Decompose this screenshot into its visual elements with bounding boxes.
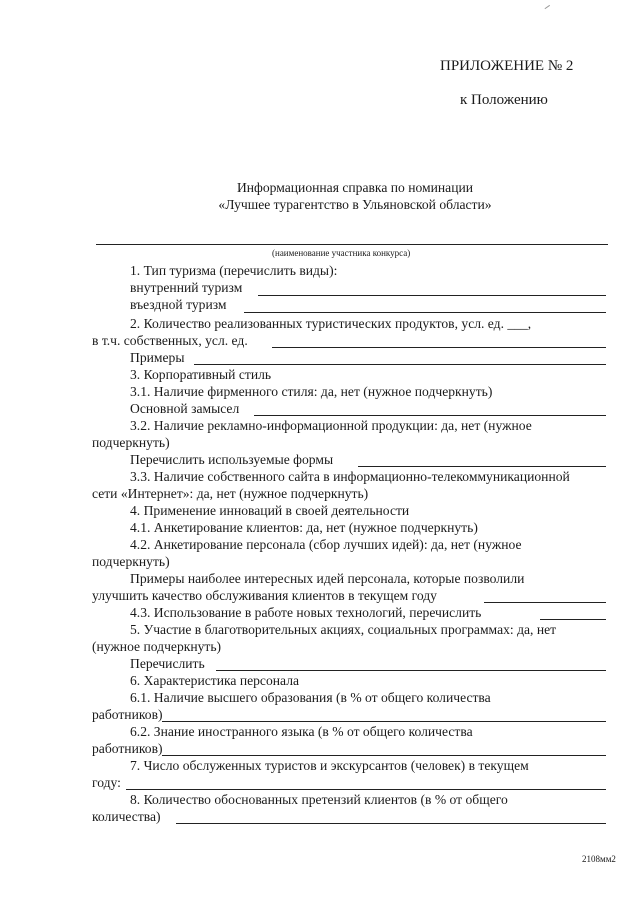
section-3-2-line-1: 3.2. Наличие рекламно-информационной продукции: да, нет (нужное: [130, 418, 532, 433]
section-6-2-line-2: работников): [92, 741, 163, 756]
charity-list-label: Перечислить: [130, 656, 205, 671]
section-6-1-line-1: 6.1. Наличие высшего образования (в % от общего количества: [130, 690, 491, 705]
main-idea-label: Основной замысел: [130, 401, 240, 416]
section-6-title: 6. Характеристика персонала: [130, 673, 300, 688]
staff-ideas-line-2: улучшить качество обслуживания клиентов в текущем году: [92, 588, 437, 603]
section-6-1-line-2: работников): [92, 707, 163, 722]
participant-name-line: [96, 244, 608, 245]
section-4-3: 4.3. Использование в работе новых технологий, перечислить: [130, 605, 482, 620]
examples-label: Примеры: [130, 350, 185, 365]
examples-line: [194, 364, 606, 365]
foreign-language-line: [162, 755, 606, 756]
domestic-tourism-label: внутренний туризм: [130, 280, 243, 295]
section-4-2-line-2: подчеркнуть): [92, 554, 170, 569]
section-5-line-2: (нужное подчеркнуть): [92, 639, 222, 654]
staff-ideas-line-1: Примеры наиболее интересных идей персонала, которые позволили: [130, 571, 525, 586]
scan-mark: [545, 5, 554, 14]
section-8-line-2: количества): [92, 809, 161, 824]
section-7-line-1: 7. Число обслуженных туристов и экскурсантов (человек) в текущем: [130, 758, 529, 773]
main-idea-line: [254, 415, 606, 416]
section-4-title: 4. Применение инноваций в своей деятельности: [130, 503, 410, 518]
section-3-3-line-1: 3.3. Наличие собственного сайта в информационно-телекоммуникационной: [130, 469, 570, 484]
ad-forms-label: Перечислить используемые формы: [130, 452, 334, 467]
appendix-label: ПРИЛОЖЕНИЕ № 2: [440, 58, 574, 74]
claims-line: [176, 823, 606, 824]
staff-ideas-line: [484, 602, 606, 603]
title-line-2: «Лучшее турагентство в Ульяновской области»: [218, 197, 492, 212]
inbound-tourism-label: въездной туризм: [130, 297, 227, 312]
section-4-1: 4.1. Анкетирование клиентов: да, нет (нужное подчеркнуть): [130, 520, 478, 535]
inbound-tourism-line: [244, 312, 606, 313]
title-line-1: Информационная справка по номинации: [236, 180, 474, 195]
technologies-line: [540, 619, 606, 620]
participant-caption: (наименование участника конкурса): [272, 248, 411, 258]
higher-education-line: [162, 721, 606, 722]
section-3-1: 3.1. Наличие фирменного стиля: да, нет (нужное подчеркнуть): [130, 384, 493, 399]
section-2-title: 2. Количество реализованных туристических продуктов, усл. ед. ___,: [130, 316, 532, 331]
section-3-2-line-2: подчеркнуть): [92, 435, 170, 450]
section-5-line-1: 5. Участие в благотворительных акциях, социальных программах: да, нет: [130, 622, 557, 637]
section-3-title: 3. Корпоративный стиль: [130, 367, 272, 382]
domestic-tourism-line: [258, 295, 606, 296]
served-tourists-line: [126, 789, 606, 790]
section-3-3-line-2: сети «Интернет»: да, нет (нужное подчеркнуть): [92, 486, 369, 501]
section-7-line-2: году:: [92, 775, 121, 790]
charity-list-line: [216, 670, 606, 671]
footer-code: 2108мм2: [582, 854, 616, 864]
own-products-line: [272, 347, 606, 348]
section-6-2-line-1: 6.2. Знание иностранного языка (в % от общего количества: [130, 724, 473, 739]
ad-forms-line: [358, 466, 606, 467]
own-products-label: в т.ч. собственных, усл. ед.: [92, 333, 248, 348]
regulation-label: к Положению: [460, 92, 548, 108]
section-8-line-1: 8. Количество обоснованных претензий клиентов (в % от общего: [130, 792, 508, 807]
section-4-2-line-1: 4.2. Анкетирование персонала (сбор лучших идей): да, нет (нужное: [130, 537, 522, 552]
section-1-title: 1. Тип туризма (перечислить виды):: [130, 263, 338, 278]
